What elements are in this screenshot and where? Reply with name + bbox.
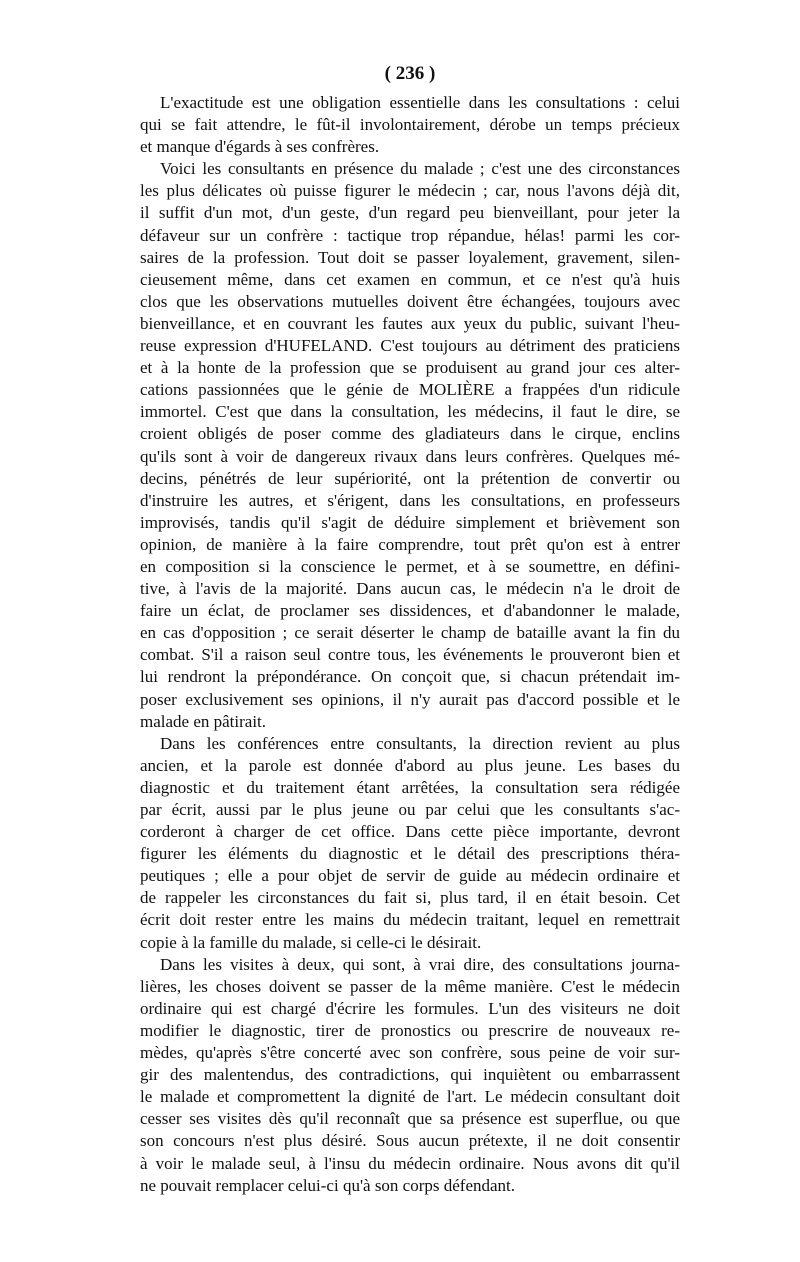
text-line: saires de la profession. Tout doit se passer loyalement, gravement, silen-	[140, 247, 680, 267]
text-line: croient obligés de poser comme des gladiateurs dans le cirque, enclins	[140, 424, 680, 444]
text-line: à voir le malade seul, à l'insu du médecin ordinaire. Nous avons dit qu'il	[140, 1153, 680, 1173]
text-line: Dans les visites à deux, qui sont, à vrai dire, des consultations journa-	[160, 954, 680, 974]
text-line: ancien, et la parole est donnée d'abord au plus jeune. Les bases du	[140, 755, 680, 775]
paragraph	[140, 733, 680, 954]
page-number: ( 236 )	[384, 63, 436, 84]
text-line: clos que les observations mutuelles doivent être échangées, toujours avec	[140, 291, 680, 311]
text-line: de rappeler les circonstances du fait si, plus tard, il en était besoin. Cet	[140, 888, 680, 908]
text-line: ne pouvait remplacer celui-ci qu'à son corps défendant.	[140, 1175, 516, 1195]
text-line: immortel. C'est que dans la consultation, les médecins, il faut le dire, se	[140, 402, 680, 422]
text-line: peutiques ; elle a pour objet de servir de guide au médecin ordinaire et	[140, 866, 680, 886]
text-line: le malade et compromettent la dignité de l'art. Le médecin consultant doit	[140, 1087, 680, 1107]
text-line: en cas d'opposition ; ce serait déserter le champ de bataille avant la fin du	[140, 623, 680, 643]
text-line: lui rendront la prépondérance. On conçoit que, si chacun prétendait im-	[140, 667, 680, 687]
text-line: combat. S'il a raison seul contre tous, les événements le prouveront bien et	[140, 645, 680, 665]
text-line: par écrit, aussi par le plus jeune ou par celui que les consultants s'ac-	[140, 800, 680, 819]
text-line: qu'ils sont à voir de dangereux rivaux dans leurs confrères. Quelques mé-	[140, 446, 680, 466]
text-line: figurer les éléments du diagnostic et le détail des prescriptions théra-	[140, 844, 680, 864]
text-line: gir des malentendus, des contradictions, qui inquiètent ou embarrassent	[140, 1065, 680, 1085]
text-line: d'instruire les autres, et s'érigent, dans les consultations, en professeurs	[140, 490, 680, 510]
text-line: diagnostic et du traitement étant arrêtées, la consultation sera rédigée	[140, 777, 680, 797]
text-line: decins, pénétrés de leur supériorité, ont la prétention de convertir ou	[140, 468, 680, 488]
paragraph	[140, 954, 680, 1197]
text-line: Dans les conférences entre consultants, la direction revient au plus	[160, 733, 680, 753]
text-line: faire un éclat, de proclamer ses dissidences, et d'abandonner le malade,	[140, 601, 680, 621]
text-line: il suffit d'un mot, d'un geste, d'un regard peu bienveillant, pour jeter la	[140, 203, 680, 223]
paragraph	[140, 92, 680, 158]
text-line: opinion, de manière à la faire comprendre, tout prêt qu'on est à entrer	[140, 534, 680, 554]
text-line: L'exactitude est une obligation essentielle dans les consultations : celui	[160, 93, 680, 112]
text-line: mèdes, qu'après s'être concerté avec son confrère, sous peine de voir sur-	[140, 1043, 680, 1063]
text-line: Voici les consultants en présence du malade ; c'est une des circonstances	[160, 159, 680, 179]
text-line: corderont à charger de cet office. Dans cette pièce importante, devront	[140, 822, 680, 842]
text-line: reuse expression d'HUFELAND. C'est toujours au détriment des praticiens	[140, 336, 680, 356]
text-line: copie à la famille du malade, si celle-ci le désirait.	[140, 932, 482, 952]
text-line: écrit doit rester entre les mains du médecin traitant, lequel en remettrait	[140, 910, 680, 930]
paragraph	[140, 158, 680, 732]
body-text	[140, 92, 680, 1197]
text-line: et à la honte de la profession que se produisent au grand jour ces alter-	[140, 358, 680, 378]
text-line: et manque d'égards à ses confrères.	[140, 137, 380, 157]
text-line: poser exclusivement ses opinions, il n'y aurait pas d'accord possible et le	[140, 689, 680, 709]
text-line: qui se fait attendre, le fût-il involontairement, dérobe un temps précieux	[140, 115, 680, 135]
text-line: défaveur sur un confrère : tactique trop répandue, hélas! parmi les cor-	[140, 225, 680, 245]
text-line: improvisés, tandis qu'il s'agit de déduire simplement et brièvement son	[140, 512, 680, 532]
book-page	[140, 62, 680, 1197]
text-line: modifier le diagnostic, tirer de pronostics ou prescrire de nouveaux re-	[140, 1020, 680, 1040]
text-line: lières, les choses doivent se passer de la même manière. C'est le médecin	[140, 976, 680, 996]
text-line: tive, à l'avis de la majorité. Dans aucun cas, le médecin n'a le droit de	[140, 579, 680, 599]
text-line: bienveillance, et en couvrant les fautes aux yeux du public, suivant l'heu-	[140, 313, 680, 333]
text-line: cieusement même, dans cet examen en commun, et ce n'est qu'à huis	[140, 269, 680, 289]
text-line: son concours n'est plus désiré. Sous aucun prétexte, il ne doit consentir	[140, 1131, 680, 1151]
text-line: les plus délicates où puisse figurer le médecin ; car, nous l'avons déjà dit,	[140, 181, 680, 201]
text-line: ordinaire qui est chargé d'écrire les formules. L'un des visiteurs ne doit	[140, 998, 680, 1018]
text-line: cations passionnées que le génie de MOLIÈRE a frappées d'un ridicule	[140, 380, 680, 400]
text-line: en composition si la conscience le permet, et à se soumettre, en défini-	[140, 556, 680, 576]
text-line: cesser ses visites dès qu'il reconnaît que sa présence est superflue, ou que	[140, 1109, 680, 1129]
text-line: malade en pâtirait.	[140, 711, 267, 731]
